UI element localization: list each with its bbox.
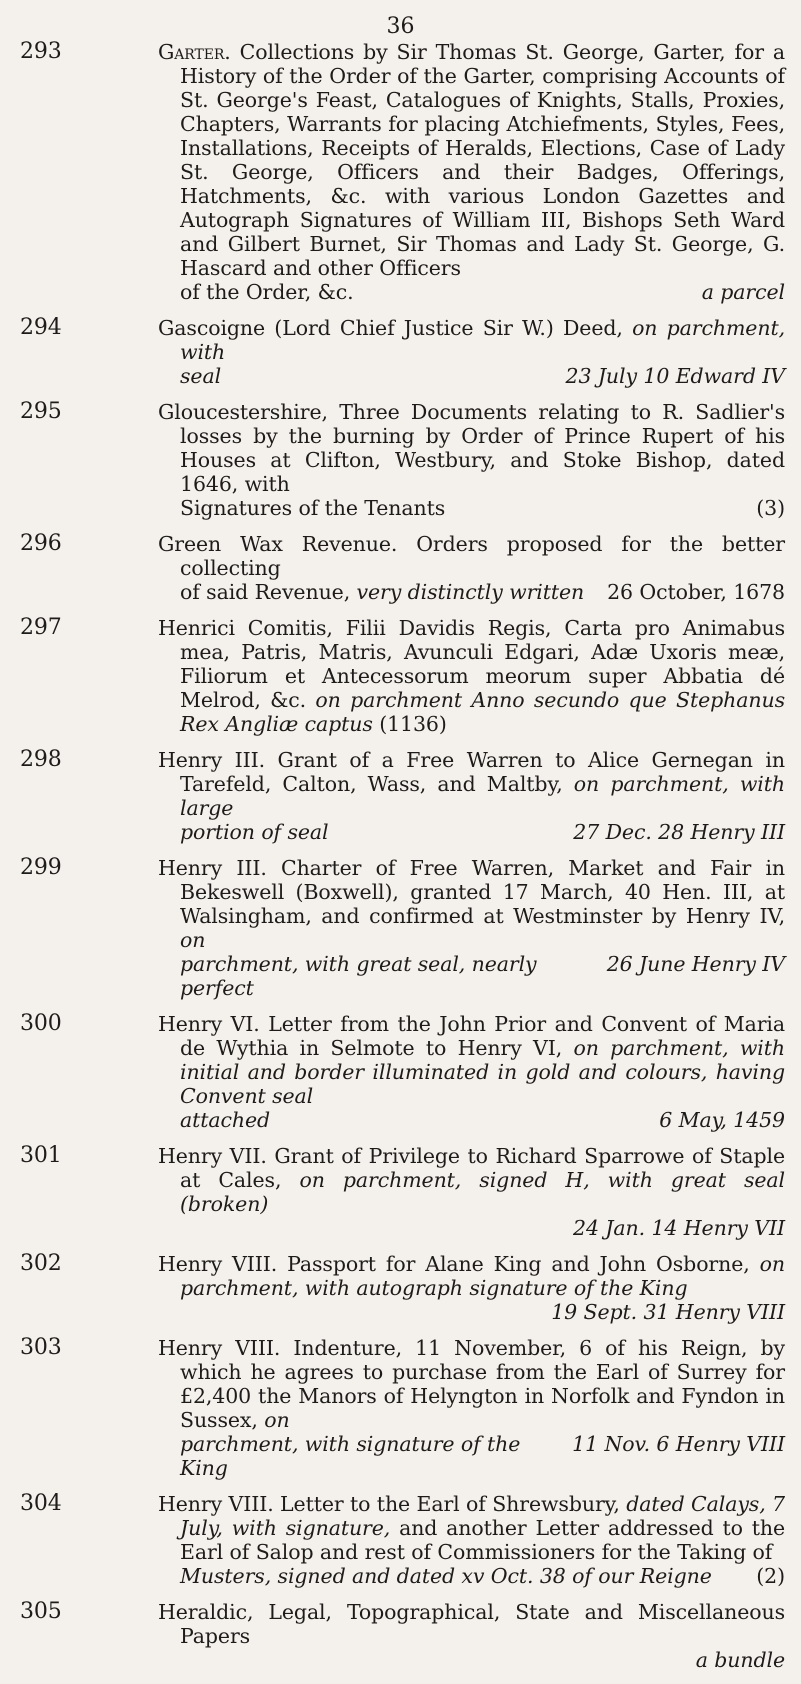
lot-date: 24 Jan. 14 Henry VII bbox=[573, 1216, 785, 1240]
lot-text: Heraldic, Legal, Topographical, State and Miscellaneous Papers bbox=[158, 1600, 785, 1648]
lot-number: 294 bbox=[20, 315, 62, 340]
lot-description bbox=[158, 316, 785, 364]
lot-entry bbox=[0, 400, 801, 520]
lot-description bbox=[158, 400, 785, 496]
lot-trailer bbox=[158, 1564, 785, 1588]
page-number: 36 bbox=[386, 14, 415, 39]
lot-date: 6 May, 1459 bbox=[659, 1108, 785, 1132]
lot-description bbox=[158, 1252, 785, 1300]
lot-number: 299 bbox=[20, 855, 62, 880]
lot-trailer-left bbox=[180, 580, 595, 604]
lot-entry bbox=[0, 316, 801, 388]
lot-text: Henry III. Charter of Free Warren, Market and Fair in Bekeswell (Boxwell), granted 17 March, 40 Hen. III, at Walsingham, and confirmed at Westminster by Henry IV, bbox=[158, 856, 785, 928]
lot-description bbox=[158, 532, 785, 580]
lot-trailer-italic: very distinctly written bbox=[356, 580, 585, 604]
lot-trailer bbox=[158, 1432, 785, 1480]
lot-italic-text: dated Calays, 7 July, with signature, bbox=[180, 1492, 785, 1540]
lot-trailer-left bbox=[180, 1300, 539, 1324]
lot-text: Gascoigne (Lord Chief Justice Sir W.) Deed, bbox=[158, 316, 623, 340]
lot-text: Collections by Sir Thomas St. George, Garter, for a History of the Order of the Garter, comprising Accounts of St. George's Feast, Catalogues of Knights, Stalls, Proxies, Chapters, Warrants for placing Atchiefments, Styles, Fees, Installations, Receipts of Heralds, Elections, Case of Lady St. George, Officers and their Badges, Offerings, Hatchments, &c. with various London Gazettes and Autograph Signatures of William III, Bishops Seth Ward and Gilbert Burnet, Sir Thomas and Lady St. George, G. Hascard and other Officers bbox=[180, 40, 785, 280]
lot-description bbox=[158, 616, 785, 736]
lot-date: 19 Sept. 31 Henry VIII bbox=[551, 1300, 785, 1324]
lot-italic-text: on parchment, with large bbox=[180, 772, 785, 820]
lot-trailer-left: seal bbox=[180, 364, 222, 388]
lot-number: 300 bbox=[20, 1011, 62, 1036]
lot-text: Henry VI. Letter from the John Prior and Convent of Maria de Wythia in Selmote to Henry VI, bbox=[158, 1012, 785, 1060]
lot-number: 302 bbox=[20, 1251, 62, 1276]
lot-trailer-left bbox=[180, 1648, 684, 1672]
lot-italic-text: on parchment, with autograph signature of the King bbox=[180, 1252, 785, 1300]
lot-number: 293 bbox=[20, 39, 62, 64]
lot-trailer-left: of the Order, &c. bbox=[180, 280, 354, 304]
lot-description bbox=[158, 1144, 785, 1216]
lot-number: 295 bbox=[20, 399, 62, 424]
lot-number: 303 bbox=[20, 1335, 62, 1360]
lot-entry bbox=[0, 532, 801, 604]
lot-entry bbox=[0, 1600, 801, 1672]
lot-trailer bbox=[158, 952, 785, 1000]
lot-trailer-left: Signatures of the Tenants bbox=[180, 496, 446, 520]
lot-trailer-left: portion of seal bbox=[180, 820, 329, 844]
lot-italic-text: on parchment Anno secundo que Stephanus Rex Angliæ captus bbox=[180, 688, 786, 736]
lot-entry bbox=[0, 748, 801, 844]
lot-number: 296 bbox=[20, 531, 62, 556]
lot-trailer-left: parchment, with great seal, nearly perfect bbox=[180, 952, 537, 1000]
lot-italic-text: on parchment, with bbox=[180, 316, 786, 364]
lot-text: Henrici Comitis, Filii Davidis Regis, Carta pro Animabus mea, Patris, Matris, Avunculi Edgari, Adæ Uxoris meæ, Filiorum et Antecessorum meorum super Abbatia dé Melrod, &c. bbox=[158, 616, 785, 712]
lot-title: Garter. bbox=[158, 40, 231, 64]
lot-trailer-text: of said Revenue, bbox=[180, 580, 351, 604]
lot-text: Henry VIII. Indenture, 11 November, 6 of his Reign, by which he agrees to purchase from the Earl of Surrey for £2,400 the Manors of Helyngton in Norfolk and Fyndon in Sussex, bbox=[158, 1336, 785, 1432]
lot-entry bbox=[0, 1252, 801, 1324]
lot-date: 27 Dec. 28 Henry III bbox=[573, 820, 785, 844]
lot-number: 304 bbox=[20, 1491, 62, 1516]
lot-date: 26 October, 1678 bbox=[607, 580, 785, 604]
lot-text-end: (1136) bbox=[379, 712, 447, 736]
lot-number: 305 bbox=[20, 1599, 62, 1624]
lot-entry bbox=[0, 1492, 801, 1588]
lot-list bbox=[0, 40, 801, 1684]
lot-italic-text: on parchment, with initial and border illuminated in gold and colours, having Convent seal bbox=[180, 1036, 785, 1108]
lot-trailer bbox=[158, 364, 785, 388]
lot-trailer bbox=[158, 1300, 785, 1324]
lot-trailer bbox=[158, 1216, 785, 1240]
lot-quantity: a parcel bbox=[701, 280, 785, 304]
lot-text: Henry VII. Grant of Privilege to Richard Sparrowe of Staple at Cales, bbox=[158, 1144, 785, 1192]
lot-number: 298 bbox=[20, 747, 62, 772]
lot-entry bbox=[0, 40, 801, 304]
lot-date: 23 July 10 Edward IV bbox=[565, 364, 785, 388]
lot-entry bbox=[0, 856, 801, 1000]
lot-text: Henry III. Grant of a Free Warren to Alice Gernegan in Tarefeld, Calton, Wass, and Maltby, bbox=[158, 748, 785, 796]
lot-entry bbox=[0, 616, 801, 736]
lot-entry bbox=[0, 1144, 801, 1240]
lot-date: 11 Nov. 6 Henry VIII bbox=[572, 1432, 785, 1456]
lot-trailer bbox=[158, 820, 785, 844]
lot-description bbox=[158, 856, 785, 952]
lot-text-end: and another Letter addressed to the Earl of Salop and rest of Commissioners for the Taking of bbox=[180, 1516, 786, 1564]
lot-trailer bbox=[158, 1648, 785, 1672]
lot-trailer bbox=[158, 580, 785, 604]
lot-entry bbox=[0, 1012, 801, 1132]
lot-text: Henry VIII. Passport for Alane King and John Osborne, bbox=[158, 1252, 750, 1276]
lot-trailer-left: parchment, with signature of the King bbox=[180, 1432, 521, 1480]
lot-trailer-left: attached bbox=[180, 1108, 271, 1132]
lot-quantity: a bundle bbox=[695, 1648, 785, 1672]
lot-description bbox=[158, 748, 785, 820]
lot-description bbox=[158, 1012, 785, 1108]
lot-description bbox=[158, 1492, 785, 1564]
lot-description bbox=[158, 1600, 785, 1648]
lot-text: Gloucestershire, Three Documents relating to R. Sadlier's losses by the burning by Order of Prince Rupert of his Houses at Clifton, Westbury, and Stoke Bishop, dated 1646, with bbox=[158, 400, 785, 496]
lot-trailer bbox=[158, 280, 785, 304]
lot-italic-text: on parchment, signed H, with great seal (broken) bbox=[180, 1168, 786, 1216]
lot-trailer bbox=[158, 1108, 785, 1132]
lot-description bbox=[158, 1336, 785, 1432]
lot-trailer bbox=[158, 496, 785, 520]
lot-quantity: (3) bbox=[756, 496, 785, 520]
lot-description bbox=[158, 40, 785, 280]
lot-text: Henry VIII. Letter to the Earl of Shrewsbury, bbox=[158, 1492, 620, 1516]
lot-date: 26 June Henry IV bbox=[606, 952, 785, 976]
lot-text: Green Wax Revenue. Orders proposed for the better collecting bbox=[158, 532, 785, 580]
lot-italic-text: on bbox=[180, 928, 206, 952]
lot-number: 297 bbox=[20, 615, 62, 640]
lot-number: 301 bbox=[20, 1143, 62, 1168]
lot-trailer-left bbox=[180, 1216, 561, 1240]
lot-entry bbox=[0, 1336, 801, 1480]
lot-trailer-left: Musters, signed and dated xv Oct. 38 of our Reigne bbox=[180, 1564, 712, 1588]
lot-italic-text: on bbox=[264, 1408, 290, 1432]
lot-quantity: (2) bbox=[756, 1564, 785, 1588]
